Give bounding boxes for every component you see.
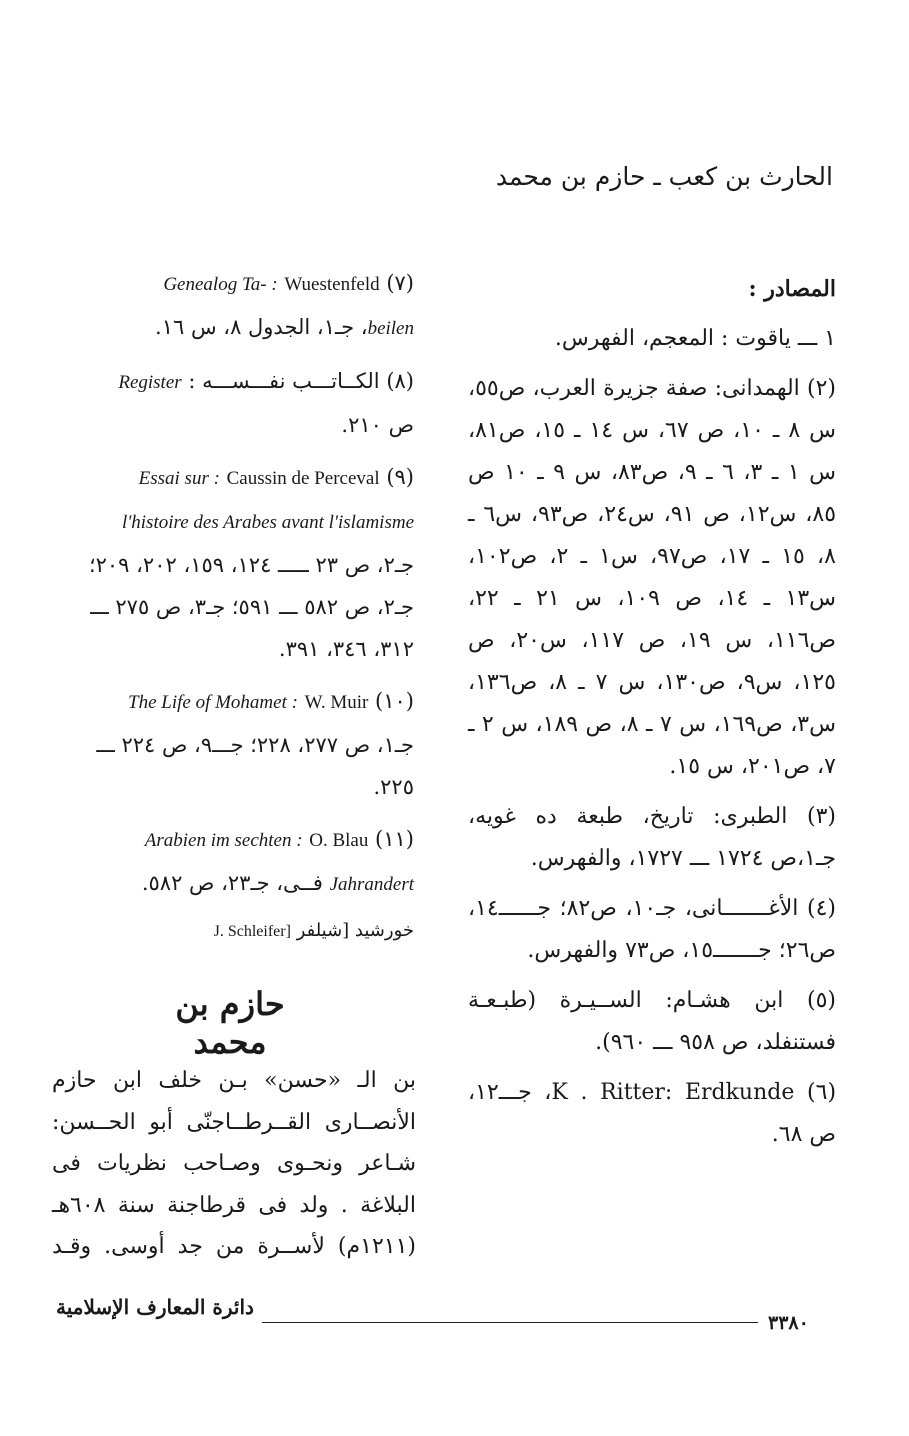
reference-number: (٨) (386, 369, 414, 393)
page-number: ٣٣٨٠ (768, 1312, 809, 1334)
reference-title-continued: beilen (367, 318, 414, 339)
reference-title: Arabien im sechten : (144, 830, 303, 851)
reference-author: الكــاتـــب نفـــســـه : (188, 369, 380, 393)
article-title: حازم بن محمد (175, 985, 285, 1061)
reference-citation: فــى، جـ٢٣، ص ٥٨٢. (141, 871, 330, 895)
reference-entry (52, 456, 414, 670)
reference-author: W. Muir (304, 692, 369, 713)
reference-title-continued: l'histoire des Arabes avant l'islamisme (121, 512, 414, 533)
reference-author: Caussin de Perceval (226, 468, 380, 489)
sources-column (468, 268, 836, 1164)
references-column (52, 262, 414, 947)
article-body: بن الـ «حسن» بـن خلف ابن حازم الأنصــارى القــرطــاجنّى أبو الحــسن: شـاعر ونحـوى وصـاحب نظريات فى البلاغة . ولد فى قرطاجنة سنة ٦٠٨هـ (١٢١١م) لأســرة من جد أوسى. وقـد (52, 1068, 416, 1259)
reference-title: Essai sur : (138, 468, 220, 489)
sources-heading: المصادر : (748, 276, 836, 302)
source-entry: (٢) الهمدانى: صفة جزيرة العرب، ص٥٥، س ٨ ـ ١٠، ص ٦٧، س ١٤ ـ ١٥، ص٨١، س ١ ـ ٣، ٦ ـ ٩، ص٨٣، س ٩ ـ ١٠ ص ٨٥، س١٢، ص ٩١، س٢٤، ص٩٣، س٦ ـ ٨، ١٥ ـ ١٧، ص٩٧، س١ ـ ٢، ص١٠٢، س١٣ ـ ١٤، ص ١٠٩، س ٢١ ـ ٢٢، ص١١٦، س ١٩، ص ١١٧، س٢٠، ص ١٢٥، س٩، ص١٣٠، س ٧ ـ ٨، ص١٣٦، س٣، ص١٦٩، س ٧ ـ ٨، ص ١٨٩، س ٢ ـ ٧، ص٢٠١، س ١٥. (468, 376, 837, 779)
signature-arabic: خورشيد [شيلفر (296, 920, 414, 941)
reference-citation: ص ٢١٠. (341, 413, 414, 437)
reference-citation: جـ١، ص ٢٧٧، ٢٢٨؛ جـــ٩، ص ٢٢٤ ـــ ٢٢٥. (96, 733, 414, 799)
reference-title: The Life of Mohamet : (128, 692, 298, 713)
source-entry: (٣) الطبرى: تاريخ، طبعة ده غويه، جـ١،ص ١٧٢٤ ـــ ١٧٢٧، والفهرس. (468, 804, 836, 871)
reference-number: (١٠) (375, 689, 414, 713)
reference-author: Wuestenfeld (284, 274, 380, 295)
source-entry: (٥) ابن هشـام: الســيـرة (طبـعـة فستنفلد، ص ٩٥٨ ـــ ٩٦٠). (468, 988, 836, 1055)
signature-latin: J. Schleifer] (213, 923, 291, 940)
footer-divider (262, 1322, 758, 1323)
reference-title: Register (118, 372, 182, 393)
source-entry: ١ ـــ ياقوت : المعجم، الفهرس. (554, 326, 836, 351)
reference-number: (٩) (386, 465, 414, 489)
reference-entry (52, 262, 414, 350)
reference-title: Genealog Ta- : (163, 274, 278, 295)
reference-title-continued: Jahrandert (329, 874, 414, 895)
reference-citation: ، جـ١، الجدول ٨، س ١٦. (155, 315, 368, 339)
reference-number: (٧) (386, 271, 414, 295)
reference-entry (52, 680, 414, 808)
source-entry: (٦) K . Ritter: Erdkunde، جـــ١٢، ص ٦٨. (468, 1080, 837, 1147)
reference-number: (١١) (375, 827, 414, 851)
contributor-signature (52, 916, 414, 947)
reference-citation: جـ٢، ص ٢٣ ـــــ ١٢٤، ١٥٩، ٢٠٢، ٢٠٩؛ جـ٢، ص ٥٨٢ ـــ ٥٩١؛ جـ٣، ص ٢٧٥ ـــ ٣١٢، ٣٤٦، ٣٩١. (88, 553, 414, 661)
reference-author: O. Blau (309, 830, 369, 851)
reference-entry (52, 360, 414, 446)
running-header: الحارث بن كعب ـ حازم بن محمد (495, 162, 833, 191)
footer-encyclopedia-name: دائرة المعارف الإسلامية (56, 1295, 254, 1319)
reference-entry (52, 818, 414, 906)
source-entry: (٤) الأغـــــــانى، جـ١٠، ص٨٢؛ جــــــ١٤، ص٢٦؛ جـــــــ١٥، ص٧٣ والفهرس. (468, 896, 836, 963)
